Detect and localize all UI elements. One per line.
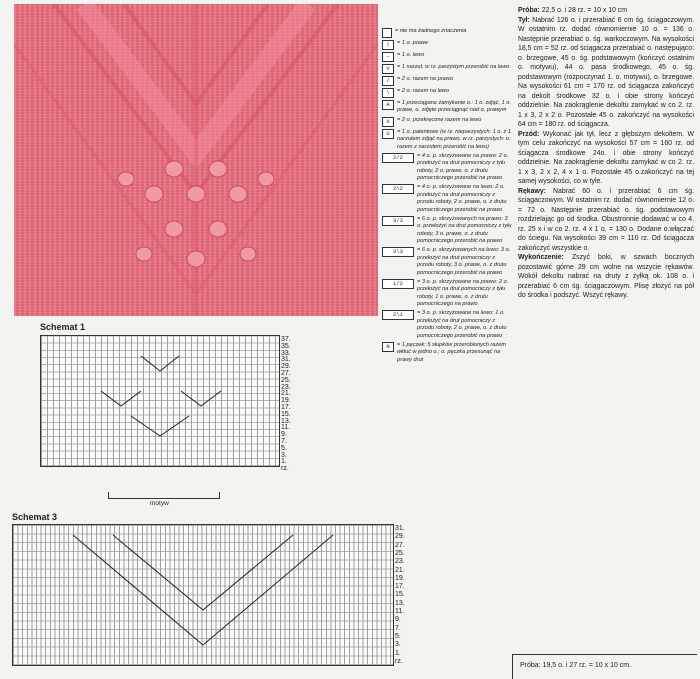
legend-item	[382, 129, 512, 151]
legend-symbol: V	[382, 64, 394, 74]
row-number: 7.	[395, 624, 401, 632]
legend-text: = 4 o. p. skrzyżowane na prawo: 2 o. przełożyć na drut pomocniczy z tyłu roboty, 2 o. prawe, o. z drutu pomocniczego przerobić na prawo	[417, 152, 509, 181]
legend-text: = 4 o. p. skrzyżowane na lewo: 2 o. przełożyć na drut pomocniczy z przodu roboty, 2 o. prawe, o. z drutu pomocniczego przerobić na prawo	[417, 184, 507, 213]
row-number: 15.	[395, 591, 405, 599]
proba-paragraph	[518, 6, 694, 16]
row-number: 13.	[281, 417, 291, 425]
legend-text: = nie ma żadnego znaczenia	[395, 28, 467, 34]
row-number: 23.	[395, 558, 405, 566]
row-number: 21.	[395, 566, 405, 574]
wykonczenie-paragraph	[518, 253, 694, 301]
row-number: 21.	[281, 390, 291, 398]
legend-text: = 6 o. p. skrzyżowanych na prawo: 3 o. przełożyć na drut pomocniczy z tyłu roboty, 3 o. prawe, o. z drutu pomocniczego przerobić na prawo	[417, 215, 512, 244]
row-number: 11.	[281, 424, 291, 432]
legend-symbol: X	[382, 117, 394, 127]
row-number: rz.	[281, 465, 289, 473]
legend-symbol: 3/3	[382, 216, 414, 226]
legend-item	[382, 40, 512, 50]
przod-label: Przód:	[518, 130, 540, 138]
motyw-bracket	[108, 492, 220, 499]
row-number: 19.	[281, 397, 291, 405]
schema1-cables	[41, 336, 279, 466]
legend-item	[382, 88, 512, 98]
row-number: 25.	[395, 549, 405, 557]
legend-item	[382, 76, 512, 86]
schema3-chart	[12, 524, 394, 666]
row-number: 3.	[395, 641, 401, 649]
legend-symbol: U	[382, 129, 394, 139]
legend-text: = 1 przeciągane zamykanie o.: 1 o. zdjąć, 1 o. prawe, o. zdjęte przeciągnąć nad o. prawym	[397, 100, 511, 114]
legend-symbol: 2\2	[382, 184, 414, 194]
row-number: 37.	[281, 336, 291, 343]
row-number: 27.	[281, 370, 291, 377]
row-number: 35.	[281, 342, 291, 350]
legend-symbol: \	[382, 88, 394, 98]
legend-item	[382, 117, 512, 127]
legend-symbol: 2\1	[382, 310, 414, 320]
motyw-label: motyw	[150, 500, 169, 507]
row-number: 17.	[395, 583, 405, 591]
legend-text: = 2 o. razem na lewo	[397, 88, 450, 94]
row-number: 3.	[281, 451, 287, 459]
legend-symbol: /	[382, 76, 394, 86]
legend-item	[382, 28, 512, 38]
legend-item	[382, 153, 512, 183]
legend-text: = 3 o. p. skrzyżowane na lewo: 1 o. przełożyć na drut pomocniczy z przodu roboty, 2 o. prawe, o. z drutu pomocniczego przerobić na prawo	[417, 310, 507, 339]
legend-item	[382, 216, 512, 246]
stitch-legend	[382, 28, 512, 366]
rekawy-text: Nabrać 60 o. i przerabiać 6 cm śg. ściągaczowym. W ostatnim rz. dodać równomiernie 12 o. = 72 o. Następnie przerabiać o. śg. podstawowym rozdzielając go od środka. Obustronnie dodawać w co 4. rz. 25 x i w co 2. rz. 4 x 1 o. = 130 o. Dodane o.włączać do ściegu. Na wysokości 39 cm = 110 rz. Od ściągacza zakończyć wszystkie o.	[518, 187, 694, 252]
legend-symbol: 1/2	[382, 279, 414, 289]
legend-text: = 3 o. p. skrzyżowane na prawo: 2 o. przełożyć na drut pomocniczy z tyłu roboty, 1 o. prawe, o. z drutu pomocniczego na prawo	[417, 278, 509, 307]
legend-text: = 1 o. prawe	[397, 40, 428, 46]
row-number: 23.	[281, 383, 291, 391]
legend-item	[382, 52, 512, 62]
legend-item	[382, 64, 512, 74]
przod-text: Wykonać jak tył, lecz z głębszym dekoltem. W tym celu zakończyć na wysokości 57 cm = 160 rz. od ściągacza środkowe 24o. i obie strony kończyć oddzielnie. Na zaokrąglenie dekoltu zamykać w co 2. rz. 1 x 3, 2 x 2, 4 x 1 o. Pozostałe 45 o.zakończyć na tej samej wysokości, co w tyle.	[518, 130, 694, 186]
tyl-text: Nabrać 126 o. i przerabiać 6 cm śg. ściągaczowym. W ostatnim rz. dodać równomiernie 10 o. = 136 o. Następnie przerabiać o. śg. warkoczowym. Na wysokości 18,5 cm = 52 rz. od ściągacza przerabiać o. następująco: o. brzegowe, 45 o. śg. podstawowym (kończyć ostatnim o. motywu), 44 o. pasa środkowego, 45 o. śg. podstawowym (rozpoczynać 1. o. motywu), o. brzegowe. Na wysokości 61 cm = 170 rz. od ściągacza zakończyć na dekolt środkowe 32 o. i obie strony kończyć oddzielnie. Na zaokrąglenie dekoltu zamykać w co 2. rz. 1 x 3, 2 x 2 o. Pozostałe 45 o. zakończyć na wysokości 64 cm = 180 rz. od ściągacza.	[518, 16, 694, 129]
tyl-paragraph	[518, 16, 694, 130]
row-number: 15.	[281, 410, 291, 418]
row-number: 5.	[395, 632, 401, 640]
schema1-chart	[40, 335, 280, 467]
row-number: 31.	[281, 356, 291, 364]
schema1-title: Schemat 1	[40, 322, 86, 332]
legend-item	[382, 100, 512, 115]
legend-item	[382, 247, 512, 277]
schema1-row-numbers	[281, 336, 301, 476]
legend-text: = 2 o. przekręcone razem na lewo	[397, 116, 482, 123]
proba2-text: Próba: 19,5 o. i 27 rz. = 10 x 10 cm.	[520, 662, 632, 669]
instructions-text	[518, 6, 694, 301]
przod-paragraph	[518, 130, 694, 187]
legend-item	[382, 310, 512, 340]
legend-symbol: 2/2	[382, 153, 414, 163]
row-number: 5.	[281, 444, 287, 452]
legend-text: = 1 narzut, w rz. parzystym przerobić na lewo	[397, 64, 510, 70]
row-number: rz.	[395, 657, 403, 665]
legend-item	[382, 342, 512, 364]
legend-item	[382, 279, 512, 309]
row-number: 7.	[281, 438, 287, 445]
proba-text: 22,5 o. i 28 rz. = 10 x 10 cm	[541, 7, 627, 14]
schema3-title: Schemat 3	[12, 512, 58, 522]
row-number: 27.	[395, 541, 405, 549]
proba-label: Próba:	[518, 7, 540, 14]
legend-symbol: N	[382, 342, 394, 352]
rekawy-label: Rękawy:	[518, 187, 546, 195]
row-number: 9.	[395, 616, 401, 624]
row-number: 1.	[395, 649, 401, 657]
row-number: 19.	[395, 574, 405, 582]
row-number: 1.	[281, 458, 287, 466]
legend-text: = 2 o. razem na prawo	[397, 76, 453, 82]
schema3-cables	[13, 525, 393, 665]
row-number: 25.	[281, 376, 291, 384]
rekawy-paragraph	[518, 187, 694, 254]
legend-text: = 6 o. p. skrzyżowanych na lewo: 3 o. przełożyć na drut pomocniczy z przodu roboty, 3 o. prawe, o. z drutu pomocniczego przerobić na prawo	[417, 247, 511, 276]
tyl-label: Tył:	[518, 16, 530, 24]
wykonczenie-text: Zszyć boki, w szwach bocznych pozostawić górne 29 cm wolne na wszycie rękawów. Wokół dekoltu nabrać na druty z żyłką ok. 108 o. i przerabiać 6 cm śg. ściągaczowym. Plisę złożyć na pół do środka i podszyć. Wszyć rękawy.	[518, 254, 694, 300]
legend-item	[382, 184, 512, 214]
row-number: 31.	[395, 525, 405, 532]
schema3-row-numbers	[395, 525, 415, 670]
row-number: 29.	[395, 533, 405, 541]
legend-symbol: A	[382, 100, 394, 110]
knit-photo	[14, 4, 378, 316]
row-number: 33.	[281, 349, 291, 357]
row-number: 9.	[281, 431, 287, 439]
legend-symbol: 3\3	[382, 247, 414, 257]
row-number: 29.	[281, 363, 291, 371]
row-number: 11.	[395, 608, 405, 615]
row-number: 17.	[281, 404, 291, 411]
legend-symbol	[382, 28, 392, 38]
legend-symbol: –	[382, 52, 394, 62]
legend-text: = 1 pęczek: 5 słupków przerobionych razem wkłuć w jedno o.; o. pęczka przesunąć na prawy drut	[397, 341, 506, 363]
wykonczenie-label: Wykończenie:	[518, 254, 564, 262]
row-number: 13.	[395, 599, 405, 607]
legend-text: = 1 o. patentowe (w rz. nieparzystych: 1 o. z 1 narzutem zdjąć na prawo, w rz. parzystych: o. razem z narzutem przerobić na lewo)	[397, 128, 511, 150]
legend-symbol: |	[382, 40, 394, 50]
legend-text: = 1 o. lewo	[397, 52, 425, 58]
